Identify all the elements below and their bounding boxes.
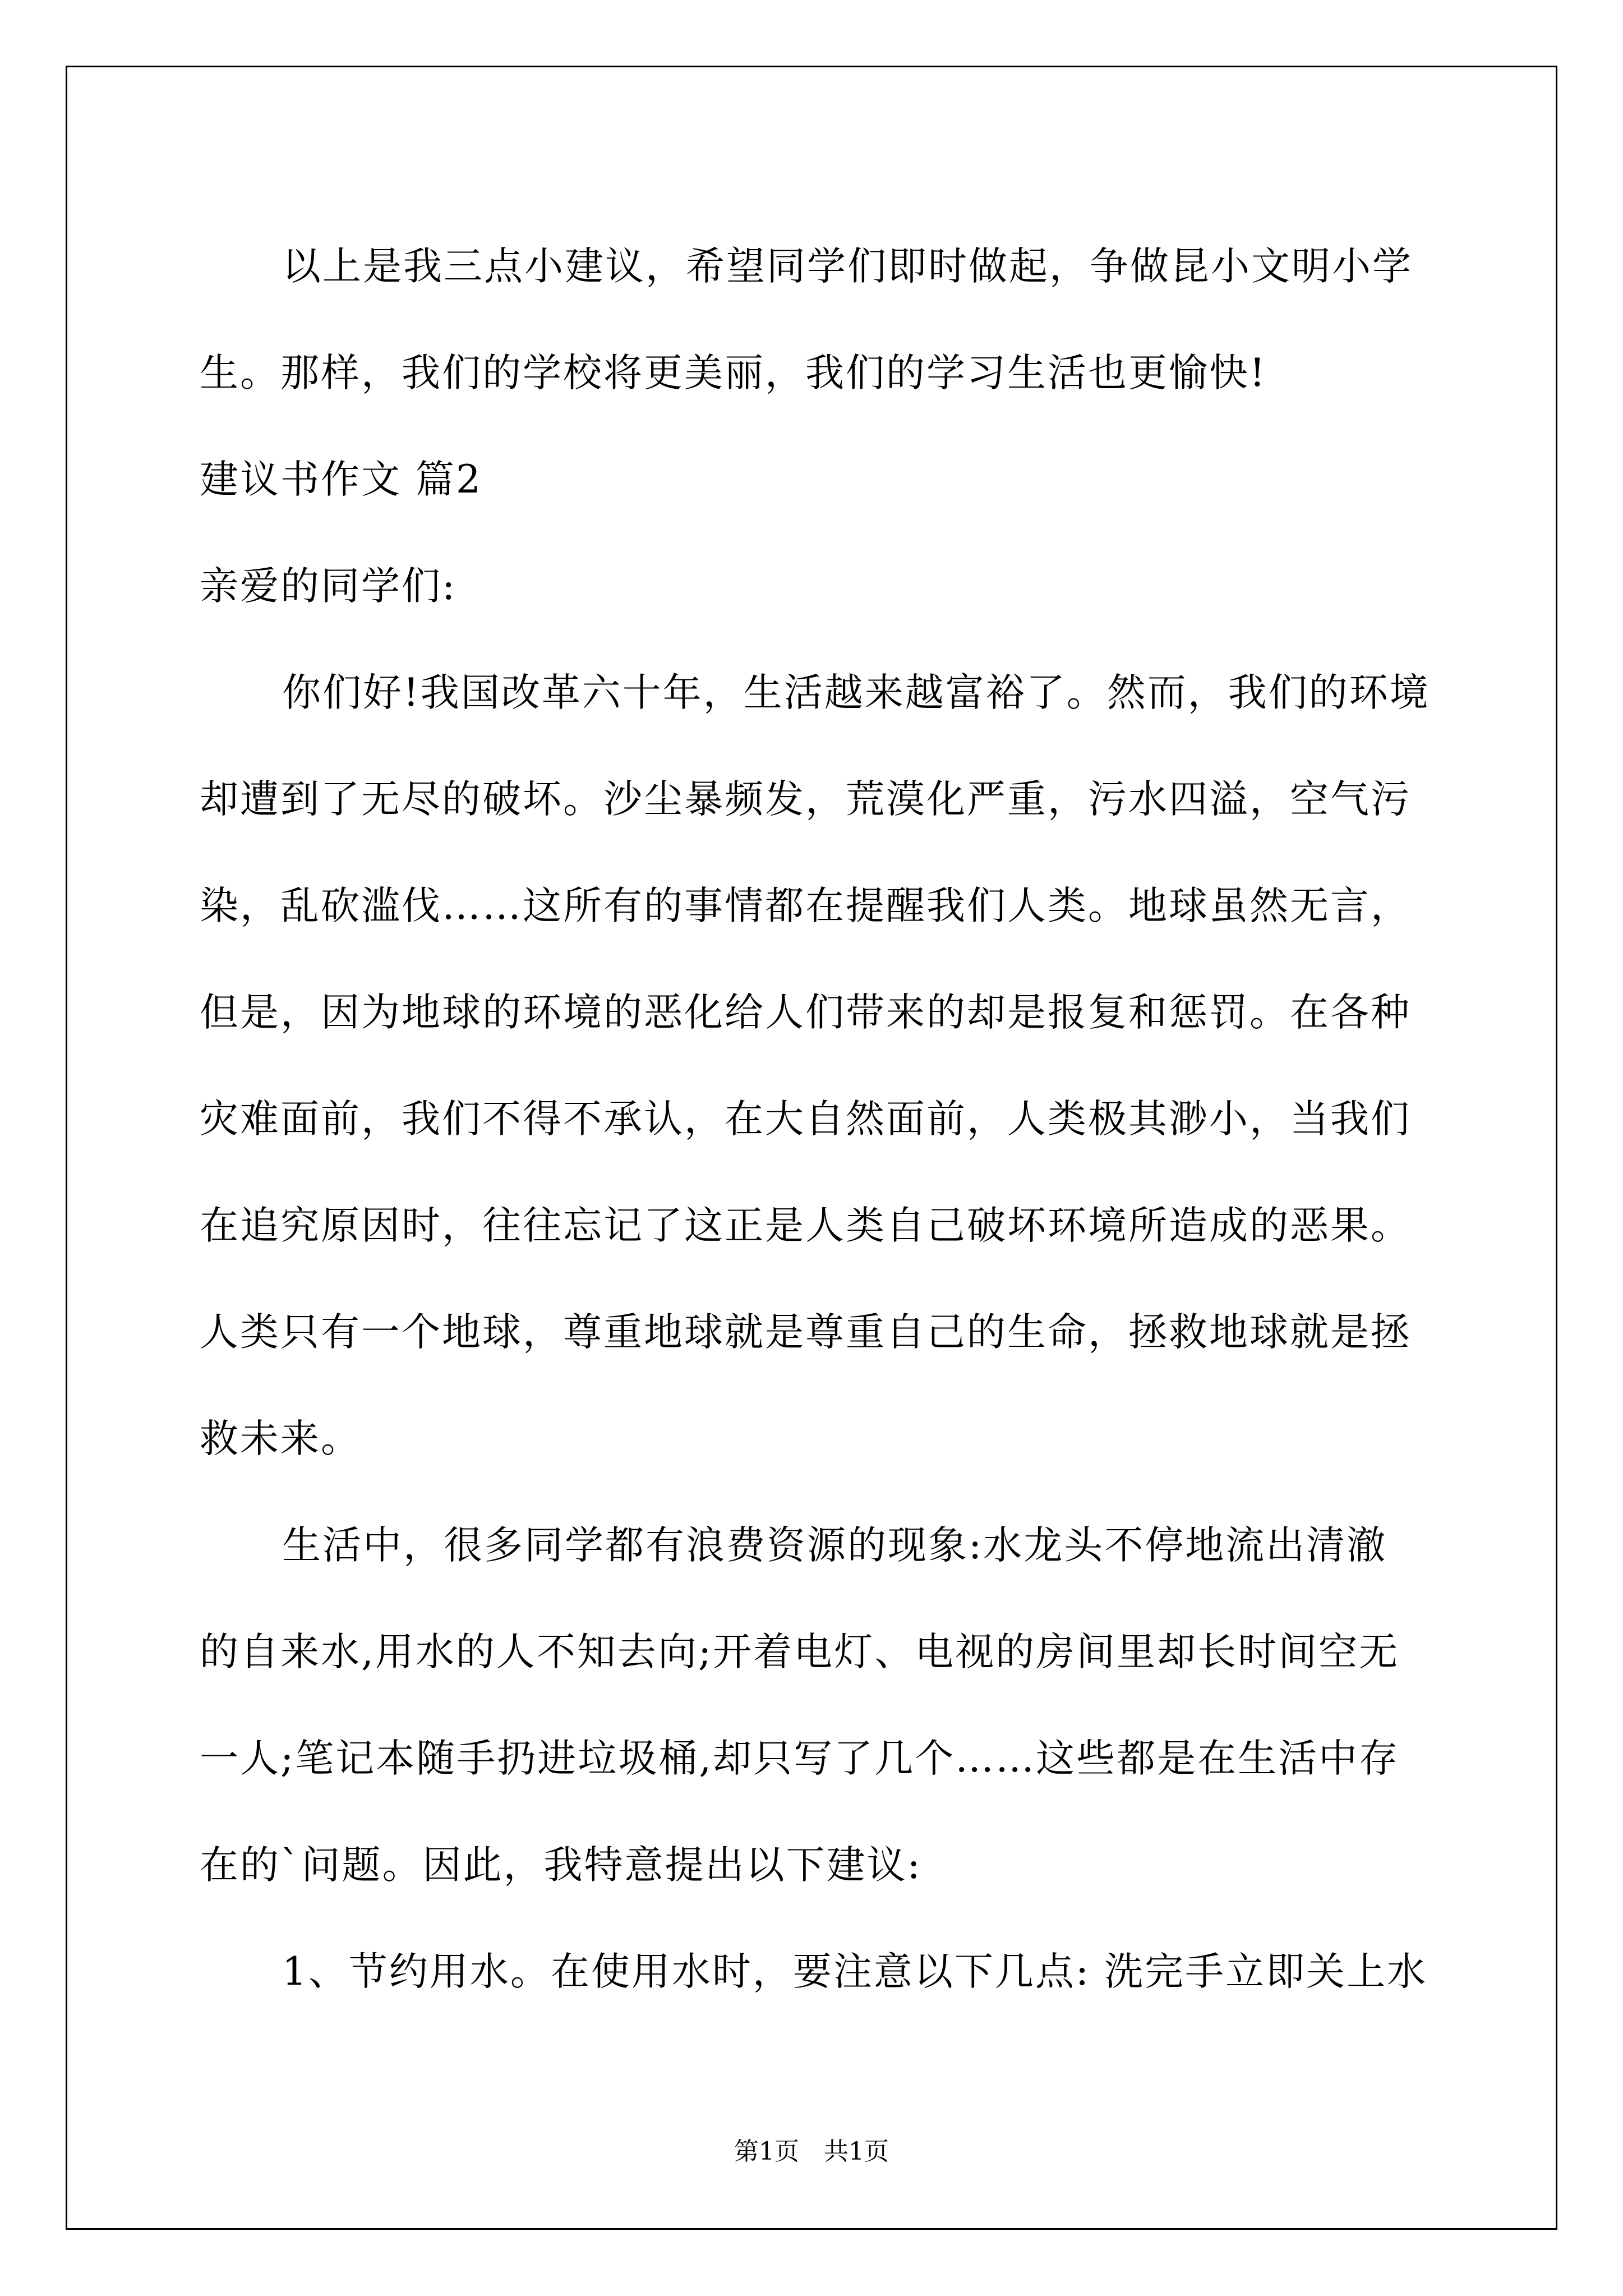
paragraph-line: 救未来。 (200, 1416, 361, 1461)
salutation: 亲爱的同学们: (200, 564, 457, 609)
paragraph-line: 的自来水,用水的人不知去向;开着电灯、电视的房间里却长时间空无 (200, 1630, 1400, 1674)
paragraph-line: 在追究原因时，往往忘记了这正是人类自己破坏环境所造成的恶果。 (200, 1203, 1411, 1248)
paragraph-line: 你们好!我国改革六十年，生活越来越富裕了。然而，我们的环境 (282, 670, 1430, 715)
paragraph-line: 染，乱砍滥伐……这所有的事情都在提醒我们人类。地球虽然无言， (200, 884, 1411, 928)
section-heading: 建议书作文 篇2 (200, 457, 482, 502)
paragraph-line: 人类只有一个地球，尊重地球就是尊重自己的生命，拯救地球就是拯 (200, 1310, 1411, 1355)
paragraph-line: 生。那样，我们的学校将更美丽，我们的学习生活也更愉快! (200, 351, 1267, 395)
paragraph-line: 却遭到了无尽的破坏。沙尘暴频发，荒漠化严重，污水四溢，空气污 (200, 777, 1411, 822)
paragraph-line: 1、节约用水。在使用水时，要注意以下几点: 洗完手立即关上水 (282, 1949, 1428, 1994)
paragraph-line: 但是，因为地球的环境的恶化给人们带来的却是报复和惩罚。在各种 (200, 990, 1411, 1035)
paragraph-line: 在的`问题。因此，我特意提出以下建议: (200, 1843, 922, 1888)
paragraph-line: 生活中，很多同学都有浪费资源的现象:水龙头不停地流出清澈 (282, 1523, 1387, 1568)
paragraph-line: 一人;笔记本随手扔进垃圾桶,却只写了几个……这些都是在生活中存 (200, 1736, 1400, 1781)
document-body (200, 213, 1433, 2025)
page-footer (0, 2135, 1623, 2169)
paragraph-line: 以上是我三点小建议，希望同学们即时做起，争做昆小文明小学 (282, 244, 1413, 289)
paragraph-line: 灾难面前，我们不得不承认，在大自然面前，人类极其渺小，当我们 (200, 1097, 1411, 1142)
page-total: 共1页 (824, 2137, 889, 2166)
page-number: 第1页 (734, 2137, 799, 2166)
